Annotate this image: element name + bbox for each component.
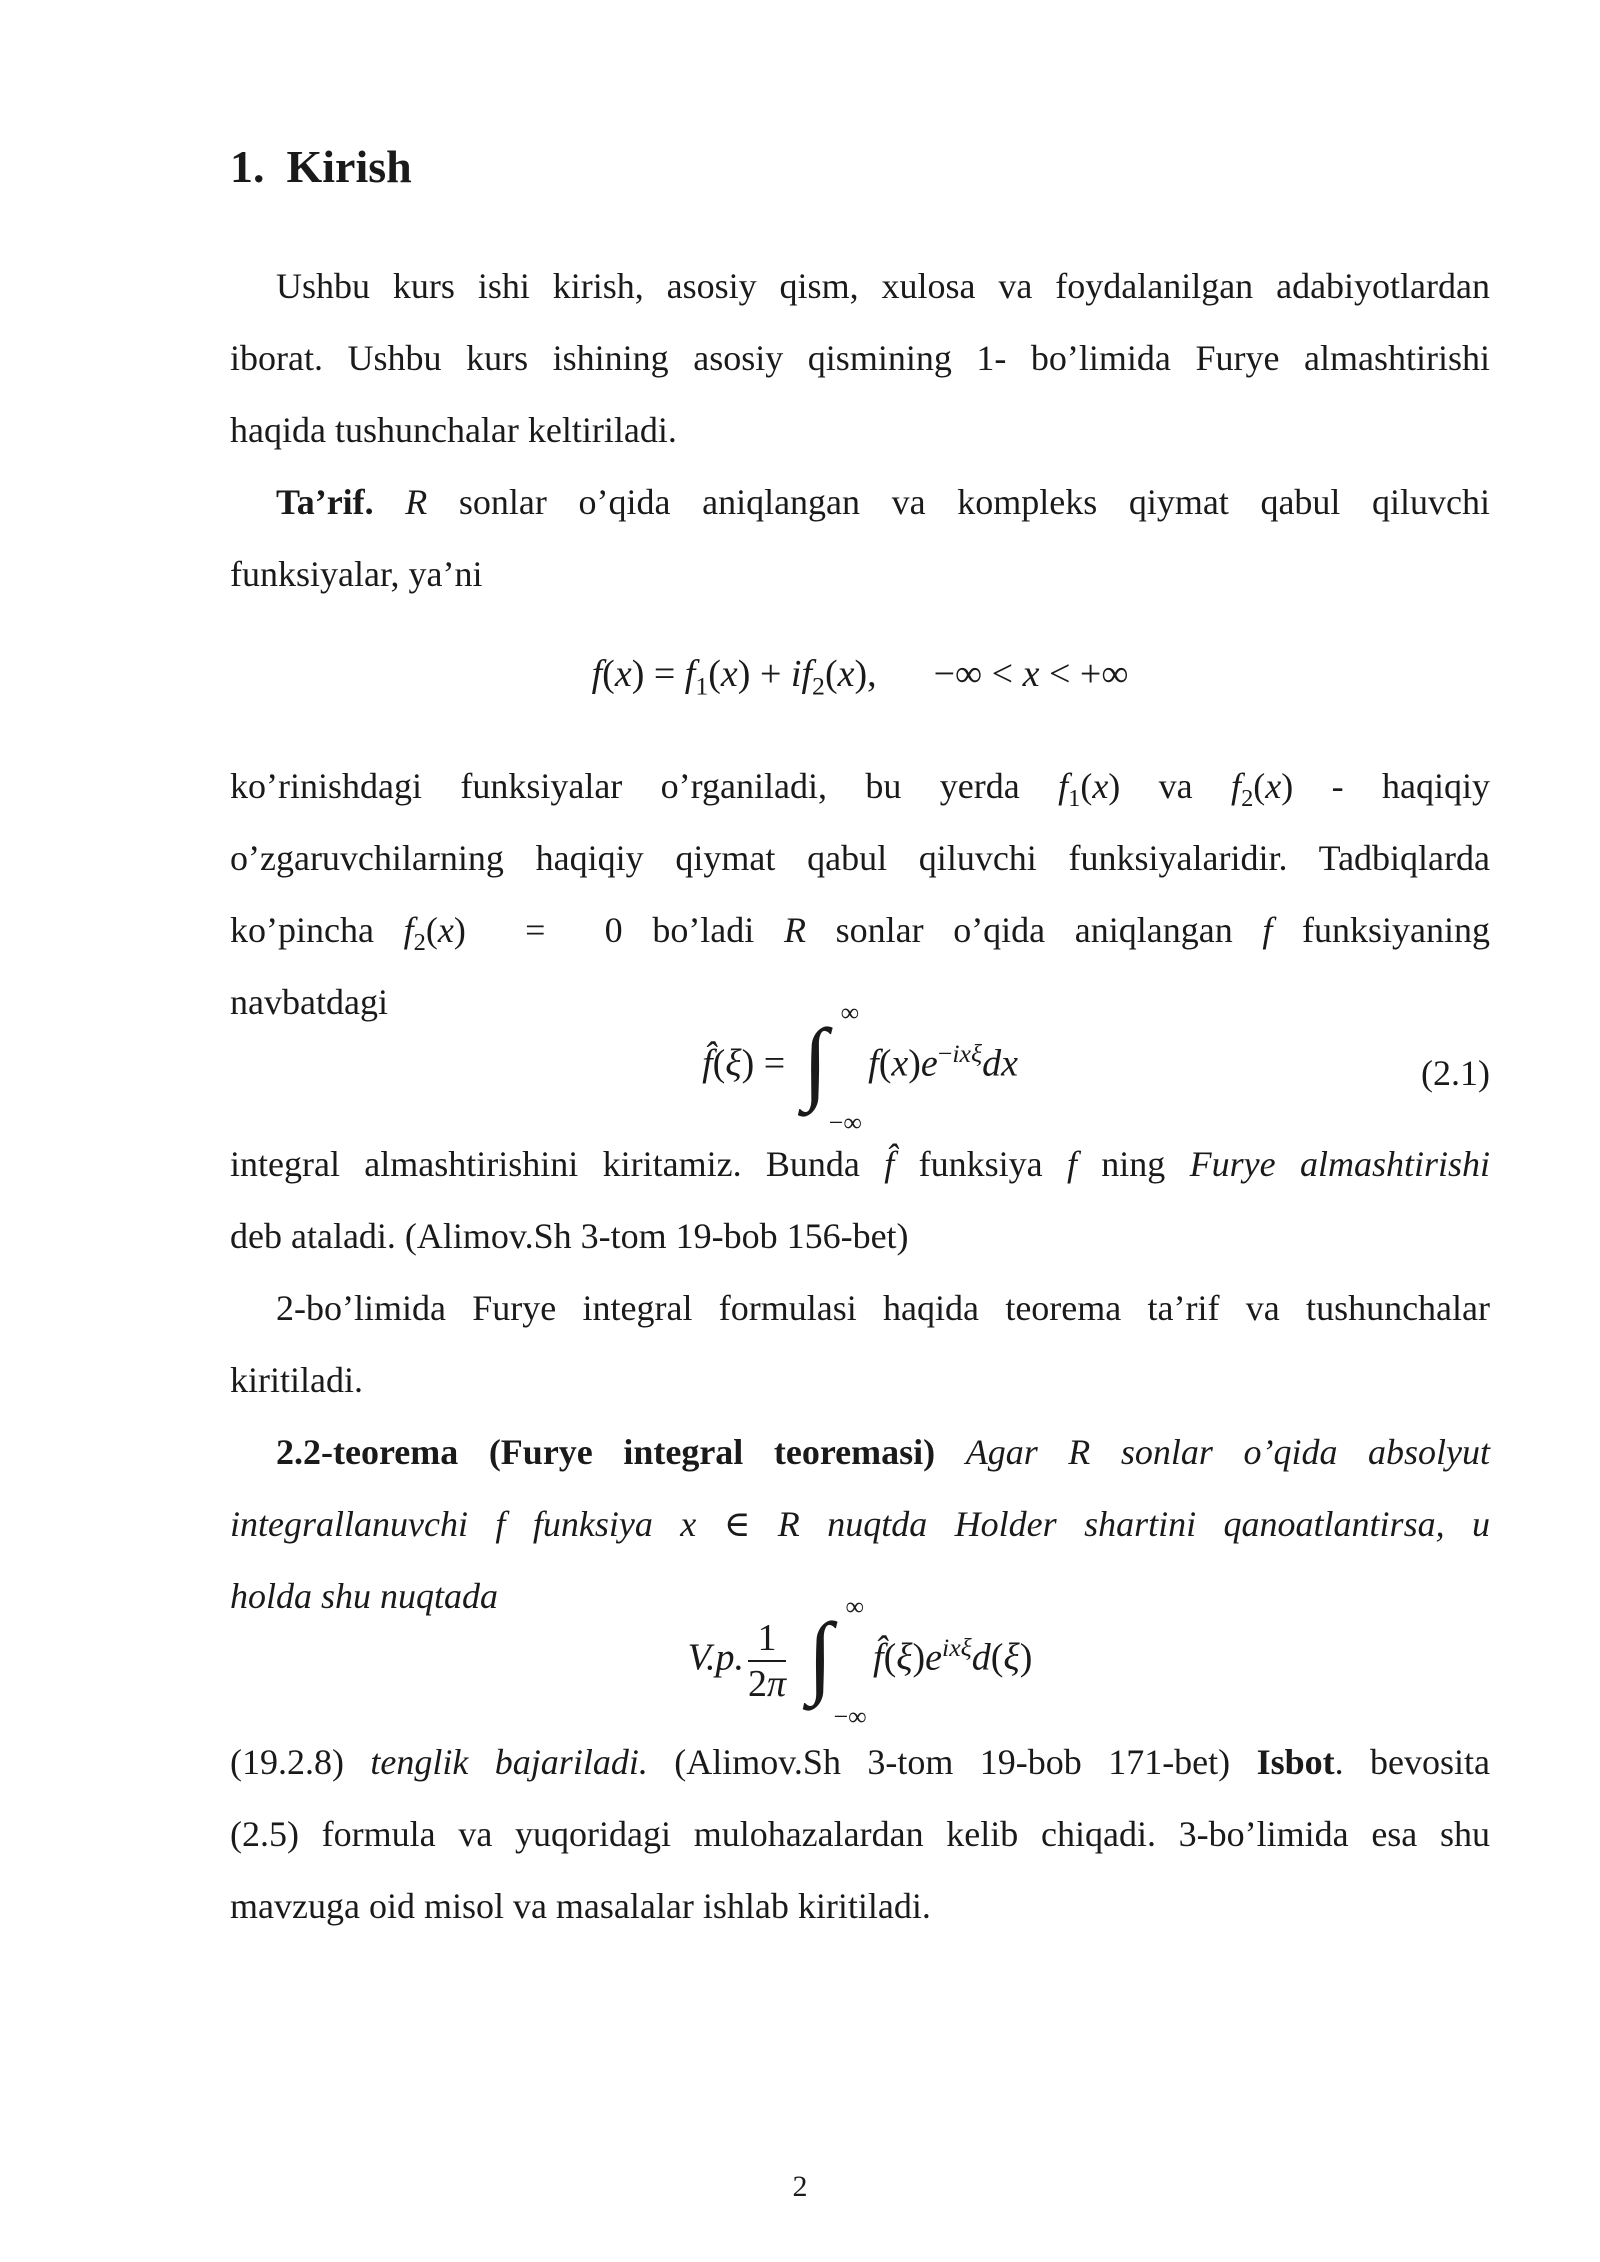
after-eq1-line-3: ko’pincha $f_2(x) = 0$ bo’ladi R sonlar o’qida aniqlangan f funksiyaning — [230, 910, 1491, 957]
after-eq2-text-b: funksiya — [918, 1144, 1043, 1184]
after-eq2-line-1: integral almashtirishini kiritamiz. Bunda f̂ funksiya f ning Furye almashtirishi — [230, 1144, 1490, 1184]
math-R: R — [405, 482, 428, 522]
theorem-line-2: integrallanuvchi f funksiya x ∈ R nuqtda Holder shartini qanoatlantirsa, u — [230, 1504, 1491, 1544]
intro-paragraph — [230, 250, 1490, 466]
intro-line-2: iborat. Ushbu kurs ishining asosiy qismining 1- bo’limida Furye almashtirishi — [230, 338, 1490, 378]
after-eq2-text-a: integral almashtirishini kiritamiz. Bunda — [230, 1144, 860, 1184]
fraction-one-over-two-pi: $\frac{1}{2\pi}$ — [747, 1617, 787, 1705]
after-eq3-source: (Alimov.Sh 3-tom 19-bob 171-bet) — [674, 1742, 1231, 1782]
theorem-line-1: 2.2-teorema (Furye integral teoremasi) Agar R sonlar o’qida absolyut — [276, 1432, 1491, 1472]
after-eq1-line-2: o’zgaruvchilarning haqiqiy qiymat qabul qiluvchi funksiyalaridir. Tadbiqlarda — [230, 838, 1490, 878]
heading-number: 1. — [230, 141, 265, 192]
after-eq3-text-a: . bevosita — [1334, 1742, 1491, 1782]
after-eq3-ref: (19.2.8) — [230, 1742, 344, 1782]
after-eq1-text-b: - haqiqiy — [1331, 766, 1491, 806]
after-eq2-term: Furye almashtirishi — [1189, 1144, 1490, 1184]
definition-line-1-text: sonlar o’qida aniqlangan va kompleks qiymat qabul qiluvchi — [458, 482, 1491, 522]
definition-paragraph — [230, 466, 1490, 610]
after-eq1-text-e: sonlar o’qida aniqlangan — [835, 910, 1233, 950]
after-eq2-text-c: ning — [1101, 1144, 1166, 1184]
theorem-text-b: sonlar o’qida absolyut — [1120, 1432, 1491, 1472]
definition-line-1 — [230, 466, 1490, 538]
heading-title: Kirish — [286, 141, 412, 192]
after-eq1-line-1: ko’rinishdagi funksiyalar o’rganiladi, bu yerda $f_1(x)$ va $f_2(x)$ - haqiqiy — [230, 766, 1491, 813]
page-number: 2 — [792, 2170, 808, 2203]
intro-line-3: haqida tushunchalar keltiriladi. — [230, 410, 677, 450]
intro-line-1: Ushbu kurs ishi kirish, asosiy qism, xulosa va foydalanilgan adabiyotlardan — [276, 266, 1490, 306]
after-eq1-text-c: ko’pincha — [230, 910, 374, 950]
integral-sign-2: ∫ ∞ −∞ — [807, 1592, 867, 1731]
theorem-text-c: integrallanuvchi — [230, 1504, 468, 1544]
definition-label: Ta’rif. — [276, 482, 374, 522]
theorem-text-a: Agar — [965, 1432, 1038, 1472]
after-eq1-text-d: bo’ladi — [652, 910, 755, 950]
definition-line-2: funksiyalar, ya’ni — [230, 554, 483, 594]
theorem-text-d: funksiya — [532, 1504, 653, 1544]
proof-label: Isbot — [1256, 1742, 1335, 1782]
section2-line-2: kiritiladi. — [230, 1360, 363, 1400]
after-eq3-line-3: mavzuga oid misol va masalalar ishlab kiritiladi. — [230, 1886, 931, 1926]
theorem-line-3: holda shu nuqtada — [230, 1576, 499, 1616]
after-equation-3-paragraph — [230, 1726, 1490, 1942]
after-eq1-text-a: ko’rinishdagi funksiyalar o’rganiladi, bu yerda — [230, 766, 1020, 806]
equation-complex-function: $f(x) = f_1(x) + if_2(x)$, −∞ < x < +∞ — [591, 653, 1129, 701]
theorem-label: 2.2-teorema (Furye integral teoremasi) — [276, 1432, 936, 1472]
after-eq1-va: va — [1158, 766, 1193, 806]
after-equation-1-paragraph — [230, 750, 1490, 1038]
after-eq2-line-2: deb ataladi. (Alimov.Sh 3-tom 19-bob 156-bet) — [230, 1216, 909, 1256]
after-eq1-line-4: navbatdagi — [230, 982, 388, 1022]
equation-fourier-integral: V.p. $\frac{1}{2\pi}$ ∫ ∞ −∞ $f̂(\xi)e^{ix\xi}d(\xi)$ — [687, 1592, 1033, 1731]
after-equation-2-paragraph — [230, 1128, 1490, 1272]
equation-fourier-transform: f̂(ξ) = ∫ ∞ −∞ $f(x)e^{-ix\xi}dx$ — [702, 998, 1018, 1137]
integral-sign: ∫ ∞ −∞ — [802, 998, 862, 1137]
after-eq3-italic: tenglik bajariladi. — [370, 1742, 648, 1782]
section2-paragraph — [230, 1272, 1490, 1416]
equation-number: (2.1) — [1421, 1053, 1490, 1093]
section2-line-1: 2-bo’limida Furye integral formulasi haqida teorema ta’rif va tushunchalar — [276, 1288, 1490, 1328]
after-eq1-text-f: funksiyaning — [1302, 910, 1491, 950]
theorem-text-e: nuqtda Holder shartini qanoatlantirsa, u — [827, 1504, 1491, 1544]
after-eq3-line-1 — [230, 1726, 1490, 1798]
section-heading — [230, 140, 412, 193]
after-eq3-line-2: (2.5) formula va yuqoridagi mulohazalardan kelib chiqadi. 3-bo’limida esa shu — [230, 1814, 1490, 1854]
